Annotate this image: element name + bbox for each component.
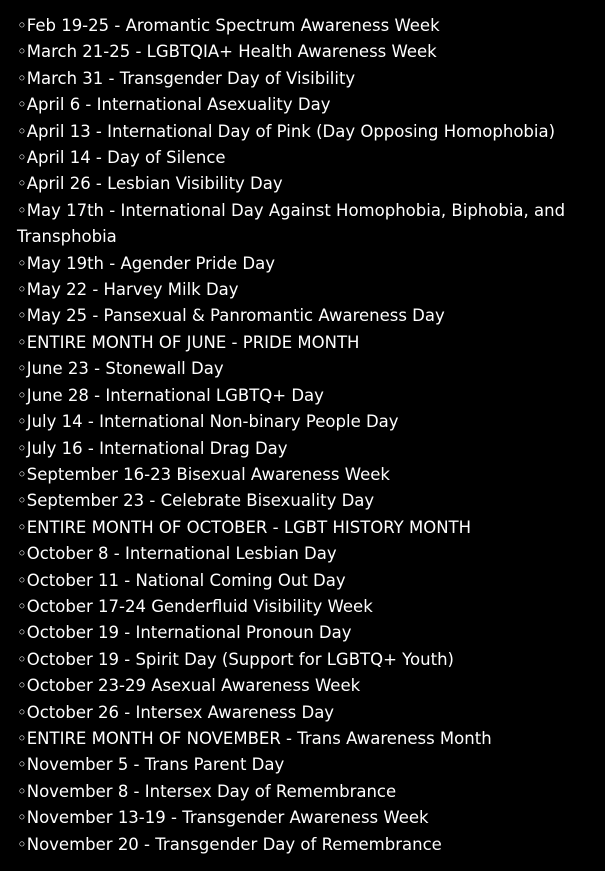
list-item: ◦October 11 - National Coming Out Day (17, 570, 346, 590)
list-item: ◦September 16-23 Bisexual Awareness Week (17, 464, 390, 484)
list-item: ◦October 8 - International Lesbian Day (17, 544, 337, 564)
list-item: ◦ENTIRE MONTH OF OCTOBER - LGBT HISTORY MONTH (17, 517, 472, 537)
list-item: ◦October 19 - Spirit Day (Support for LGBTQ+ Youth) (17, 649, 454, 669)
list-item: ◦September 23 - Celebrate Bisexuality Day (17, 491, 375, 511)
list-item: ◦April 6 - International Asexuality Day (17, 95, 331, 115)
list-item: ◦November 13-19 - Transgender Awareness Week (17, 808, 429, 828)
list-item: ◦October 17-24 Genderfluid Visibility Week (17, 596, 373, 616)
list-item: ◦July 14 - International Non-binary People Day (17, 412, 399, 432)
list-item: ◦May 22 - Harvey Milk Day (17, 280, 239, 300)
list-item: ◦June 28 - International LGBTQ+ Day (17, 385, 324, 405)
list-item: ◦May 17th - International Day Against Homophobia, Biphobia, and Transphobia (17, 200, 566, 247)
list-item: ◦May 19th - Agender Pride Day (17, 253, 275, 273)
list-item: ◦October 19 - International Pronoun Day (17, 623, 352, 643)
list-item: ◦May 25 - Pansexual & Panromantic Awareness Day (17, 306, 445, 326)
list-item: ◦ENTIRE MONTH OF NOVEMBER - Trans Awareness Month (17, 728, 492, 748)
list-item: ◦March 31 - Transgender Day of Visibility (17, 68, 356, 88)
list-item: ◦October 26 - Intersex Awareness Day (17, 702, 335, 722)
list-item: ◦November 5 - Trans Parent Day (17, 755, 285, 775)
list-item: ◦ENTIRE MONTH OF JUNE - PRIDE MONTH (17, 332, 360, 352)
event-list (17, 13, 589, 858)
list-item: ◦March 21-25 - LGBTQIA+ Health Awareness Week (17, 42, 437, 62)
list-item: ◦April 26 - Lesbian Visibility Day (17, 174, 283, 194)
list-item: ◦July 16 - International Drag Day (17, 438, 288, 458)
list-item: ◦April 14 - Day of Silence (17, 148, 226, 168)
list-item: ◦Feb 19-25 - Aromantic Spectrum Awareness Week (17, 16, 440, 35)
list-item: ◦October 23-29 Asexual Awareness Week (17, 676, 361, 696)
list-item: ◦November 20 - Transgender Day of Remembrance (17, 834, 442, 854)
list-item: ◦November 8 - Intersex Day of Remembrance (17, 781, 397, 801)
list-item: ◦June 23 - Stonewall Day (17, 359, 224, 379)
list-item: ◦April 13 - International Day of Pink (Day Opposing Homophobia) (17, 121, 556, 141)
